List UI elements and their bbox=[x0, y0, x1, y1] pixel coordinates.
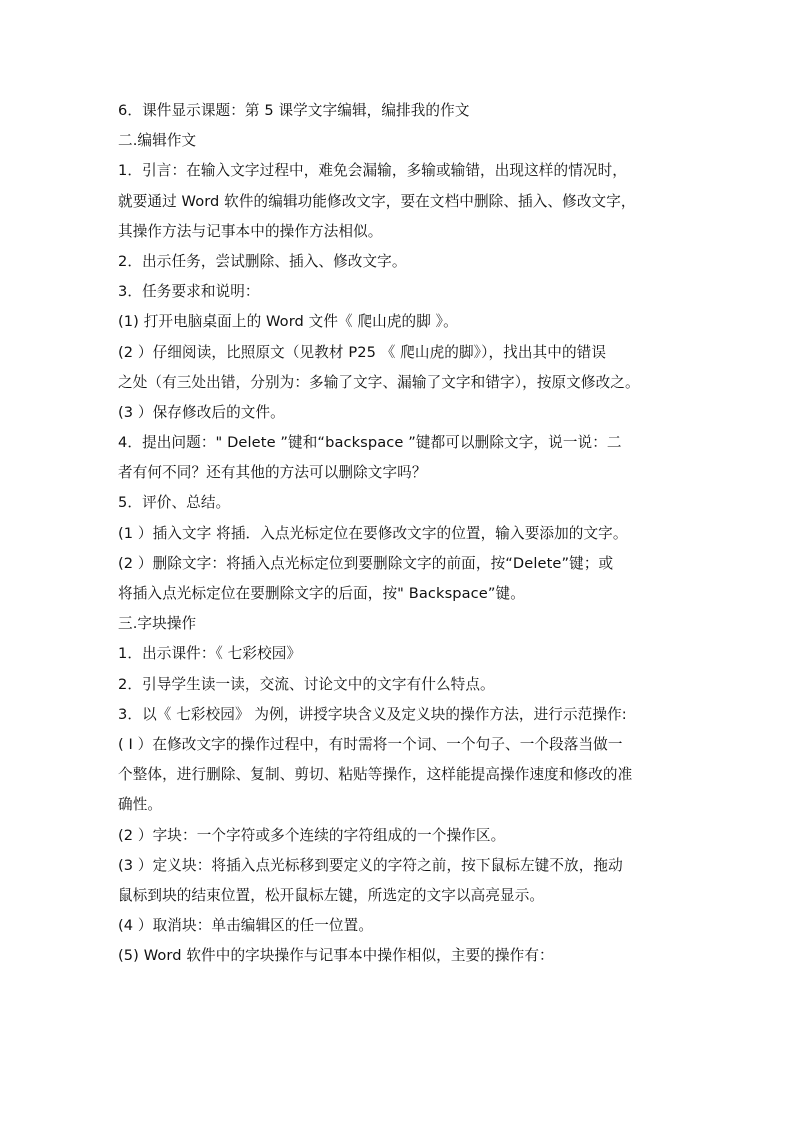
text-line: 其操作方法与记事本中的操作方法相似。 bbox=[118, 222, 383, 240]
text-line: 个整体，进行删除、复制、剪切、粘贴等操作，这样能提高操作速度和修改的准 bbox=[118, 766, 633, 784]
section-heading: 三.字块操作 bbox=[118, 615, 197, 633]
text-line: (5) Word 软件中的字块操作与记事本中操作相似，主要的操作有： bbox=[118, 947, 554, 965]
text-line: (2 ）删除文字：将插入点光标定位到要删除文字的前面，按“Delete”键；或 bbox=[118, 554, 614, 572]
text-line: 之处（有三处出错，分别为：多输了文字、漏输了文字和错字），按原文修改之。 bbox=[118, 373, 640, 391]
text-line: (4 ）取消块：单击编辑区的任一位置。 bbox=[118, 917, 374, 935]
text-line: (1 ）插入文字 将插．入点光标定位在要修改文字的位置，输入要添加的文字。 bbox=[118, 524, 628, 542]
text-line: 确性。 bbox=[118, 796, 163, 814]
text-line: 5．评价、总结。 bbox=[118, 494, 231, 512]
section-heading: 二.编辑作文 bbox=[118, 132, 197, 150]
text-line: 4．提出问题：" Delete ”键和“backspace ”键都可以删除文字，说一说：二 bbox=[118, 434, 622, 452]
text-line: (2 ）仔细阅读，比照原文（见教材 P25 《 爬山虎的脚》），找出其中的错误 bbox=[118, 343, 607, 361]
text-line: 就要通过 Word 软件的编辑功能修改文字，要在文档中删除、插入、修改文字， bbox=[118, 192, 636, 210]
text-line: 3．以《 七彩校园》 为例，讲授字块含义及定义块的操作方法，进行示范操作: bbox=[118, 705, 627, 723]
text-line: 3．任务要求和说明： bbox=[118, 283, 260, 301]
text-line: 2．引导学生读一读，交流、讨论文中的文字有什么特点。 bbox=[118, 675, 495, 693]
text-line: 2．出示任务，尝试删除、插入、修改文字。 bbox=[118, 252, 407, 270]
text-line: 1．引言：在输入文字过程中，难免会漏输，多输或输错，出现这样的情况时， bbox=[118, 162, 627, 180]
text-line: 者有何不同？还有其他的方法可以删除文字吗？ bbox=[118, 464, 427, 482]
document-body bbox=[118, 96, 678, 971]
text-line: ( I ）在修改文字的操作过程中，有时需将一个词、一个句子、一个段落当做一 bbox=[118, 735, 623, 753]
text-line: (3 ）保存修改后的文件。 bbox=[118, 403, 285, 421]
text-line: (1) 打开电脑桌面上的 Word 文件《 爬山虎的脚 》。 bbox=[118, 313, 458, 331]
text-line: (3 ）定义块：将插入点光标移到要定义的字符之前，按下鼠标左键不放，拖动 bbox=[118, 856, 623, 874]
text-line: 1．出示课件：《 七彩校园》 bbox=[118, 645, 302, 663]
text-line: 6．课件显示课题：第 5 课学文字编辑，编排我的作文 bbox=[118, 102, 470, 119]
text-line: 鼠标到块的结束位置，松开鼠标左键，所选定的文字以高亮显示。 bbox=[118, 886, 545, 904]
text-line: (2 ）字块：一个字符或多个连续的字符组成的一个操作区。 bbox=[118, 826, 506, 844]
text-line: 将插入点光标定位在要删除文字的后面，按" Backspace”键。 bbox=[118, 585, 525, 602]
